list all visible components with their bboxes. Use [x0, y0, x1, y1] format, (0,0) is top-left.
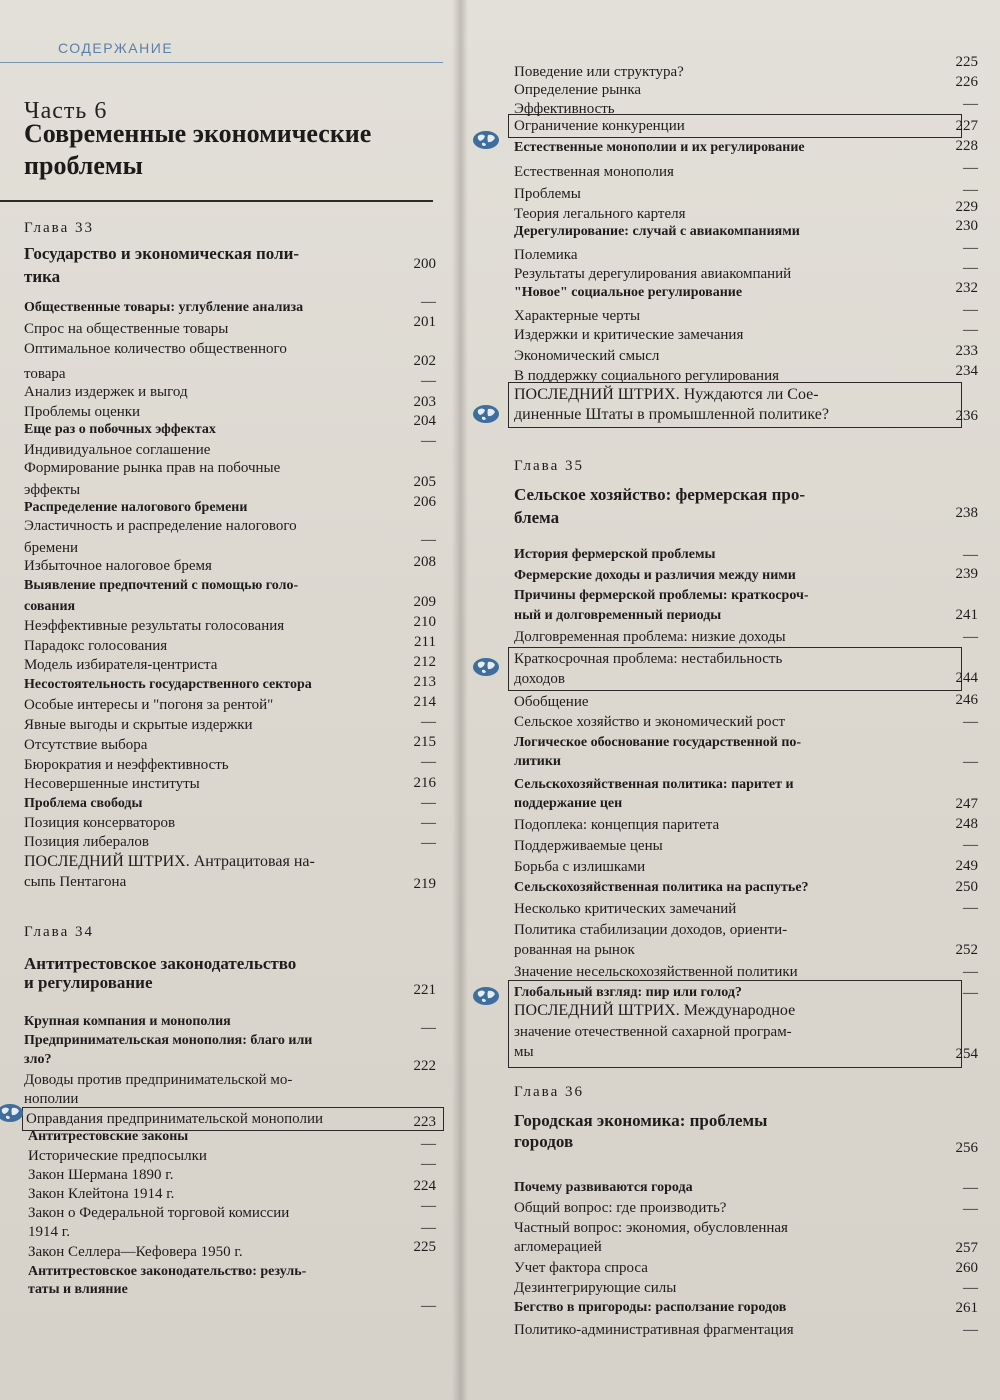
globe-icon — [472, 130, 500, 150]
toc-entry: Избыточное налоговое бремя — [24, 558, 212, 574]
toc-entry: Крупная компания и монополия — [24, 1014, 231, 1029]
toc-entry-boxed: Ограничение конкуренции — [514, 118, 685, 134]
toc-entry: Издержки и критические замечания — [514, 327, 744, 343]
toc-entry-cont: значение отечественной сахарной програм- — [514, 1024, 792, 1040]
toc-entry-cont: литики — [514, 754, 561, 769]
toc-page: 212 — [413, 654, 436, 670]
toc-page: 254 — [955, 1046, 978, 1062]
toc-page: 239 — [955, 566, 978, 582]
globe-icon — [472, 657, 500, 677]
toc-entry: Модель избирателя-центриста — [24, 657, 218, 673]
toc-entry-cont: бремени — [24, 540, 78, 556]
toc-page: 224 — [413, 1178, 436, 1194]
toc-page: — — [421, 795, 436, 811]
globe-icon — [0, 1103, 24, 1123]
toc-page: — — [963, 1201, 978, 1217]
toc-entry: Поддерживаемые цены — [514, 838, 663, 854]
toc-page: 233 — [955, 343, 978, 359]
chapter-34-title-line2: и регулирование — [24, 973, 153, 992]
toc-entry-cont: диненные Штаты в промышленной политике? — [514, 406, 829, 423]
toc-entry-boxed: Краткосрочная проблема: нестабильность — [514, 651, 783, 667]
chapter-36-title-line2: городов — [514, 1132, 574, 1151]
contents-running-head: СОДЕРЖАНИЕ — [58, 40, 174, 56]
toc-page: 226 — [955, 74, 978, 90]
toc-page: 202 — [413, 353, 436, 369]
toc-entry: Политико-административная фрагментация — [514, 1322, 794, 1338]
toc-entry: Спрос на общественные товары — [24, 321, 229, 337]
toc-page: 249 — [955, 858, 978, 874]
toc-entry: Исторические предпосылки — [28, 1148, 207, 1164]
toc-entry: Определение рынка — [514, 82, 642, 98]
toc-page: — — [963, 837, 978, 853]
toc-entry: Причины фермерской проблемы: краткосроч- — [514, 588, 809, 603]
toc-page: 211 — [414, 634, 436, 650]
chapter-36-label: Глава 36 — [514, 1084, 584, 1100]
toc-page: — — [963, 1322, 978, 1338]
toc-page: 244 — [955, 670, 978, 686]
toc-entry: Общественные товары: углубление анализа — [24, 300, 304, 315]
toc-entry: Бегство в пригороды: расползание городов — [514, 1300, 787, 1315]
toc-page: 215 — [413, 734, 436, 750]
toc-page: 252 — [955, 942, 978, 958]
toc-page: — — [421, 754, 436, 770]
toc-page: — — [963, 985, 978, 1001]
toc-page: 250 — [955, 879, 978, 895]
toc-entry-last-stroke: ПОСЛЕДНИЙ ШТРИХ. Антрацитовая на- — [24, 853, 315, 870]
toc-entry: Значение несельскохозяйственной политики — [514, 964, 798, 980]
toc-page: — — [963, 160, 978, 176]
toc-entry: Несколько критических замечаний — [514, 901, 737, 917]
toc-entry: Неэффективные результаты голосования — [24, 618, 285, 634]
chapter-35-title-line2: блема — [514, 508, 560, 527]
toc-entry: Подоплека: концепция паритета — [514, 817, 720, 833]
toc-page: 206 — [413, 494, 436, 510]
toc-entry: Общий вопрос: где производить? — [514, 1200, 727, 1216]
toc-entry: Антитрестовские законы — [28, 1129, 189, 1144]
toc-page: 234 — [955, 363, 978, 379]
part-title-line1: Современные экономические — [24, 119, 372, 148]
toc-page: 213 — [413, 674, 436, 690]
toc-page: — — [963, 322, 978, 338]
toc-entry: Предпринимательская монополия: благо или — [24, 1033, 313, 1048]
toc-entry: Распределение налогового бремени — [24, 500, 248, 515]
toc-page: — — [963, 629, 978, 645]
toc-entry: Индивидуальное соглашение — [24, 442, 211, 458]
toc-entry-cont: таты и влияние — [28, 1282, 128, 1297]
toc-entry-cont: мы — [514, 1044, 534, 1060]
right-page — [470, 0, 1000, 1400]
toc-page: 247 — [955, 796, 978, 812]
toc-entry-cont: ный и долговременный периоды — [514, 608, 722, 623]
chapter-33-title-line2: тика — [24, 267, 61, 286]
chapter-35-title-line1: Сельское хозяйство: фермерская про- — [514, 485, 806, 504]
toc-entry: Парадокс голосования — [24, 638, 168, 654]
toc-page: — — [421, 714, 436, 730]
toc-page: — — [421, 433, 436, 449]
chapter-36-page: 256 — [955, 1140, 978, 1156]
toc-page: 216 — [413, 775, 436, 791]
toc-entry: Позиция консерваторов — [24, 815, 176, 831]
toc-entry: Отсутствие выбора — [24, 737, 148, 753]
toc-page: 208 — [413, 554, 436, 570]
toc-entry: Оптимальное количество общественного — [24, 341, 287, 357]
toc-entry: Позиция либералов — [24, 834, 149, 850]
toc-page: — — [963, 714, 978, 730]
toc-page: 203 — [413, 394, 436, 410]
toc-page: 214 — [413, 694, 436, 710]
toc-page: 223 — [413, 1114, 436, 1130]
toc-entry: Проблемы — [514, 186, 581, 202]
toc-page: — — [963, 1180, 978, 1196]
toc-page: 209 — [413, 594, 436, 610]
toc-entry: Доводы против предпринимательской мо- — [24, 1072, 293, 1088]
toc-entry: Проблема свободы — [24, 796, 143, 811]
toc-entry: Еще раз о побочных эффектах — [24, 422, 216, 437]
toc-entry: Долговременная проблема: низкие доходы — [514, 629, 786, 645]
toc-entry: Логическое обоснование государственной по- — [514, 735, 802, 750]
toc-entry: Естественная монополия — [514, 164, 674, 180]
toc-page: — — [963, 182, 978, 198]
toc-entry-cont: доходов — [514, 671, 565, 687]
chapter-34-title-line1: Антитрестовское законодательство — [24, 954, 297, 973]
toc-entry-cont: товара — [24, 366, 66, 382]
toc-page: 219 — [413, 876, 436, 892]
toc-entry: Проблемы оценки — [24, 404, 141, 420]
toc-page: — — [421, 294, 436, 310]
toc-entry-boxed: Оправдания предпринимательской монополии — [26, 1111, 323, 1127]
toc-page: — — [963, 96, 978, 112]
toc-entry: Закон Селлера—Кефовера 1950 г. — [28, 1244, 243, 1260]
toc-entry: Формирование рынка прав на побочные — [24, 460, 281, 476]
globe-icon — [472, 986, 500, 1006]
toc-page: 225 — [413, 1239, 436, 1255]
toc-page: 228 — [955, 138, 978, 154]
toc-page: — — [963, 260, 978, 276]
toc-page: 241 — [955, 607, 978, 623]
toc-entry-cont: поддержание цен — [514, 796, 623, 811]
toc-page: — — [963, 754, 978, 770]
toc-entry: Закон Шермана 1890 г. — [28, 1167, 174, 1183]
toc-entry: Закон Клейтона 1914 г. — [28, 1186, 175, 1202]
left-page — [0, 0, 445, 1400]
toc-entry-cont: агломерацией — [514, 1239, 602, 1255]
toc-entry: Выявление предпочтений с помощью голо- — [24, 578, 299, 593]
toc-page: — — [421, 815, 436, 831]
toc-page: — — [421, 1136, 436, 1152]
chapter-35-label: Глава 35 — [514, 458, 584, 474]
toc-page: 260 — [955, 1260, 978, 1276]
toc-entry: Эластичность и распределение налогового — [24, 518, 297, 534]
toc-entry: Борьба с излишками — [514, 859, 646, 875]
toc-entry: Закон о Федеральной торговой комиссии — [28, 1205, 290, 1221]
toc-page: — — [963, 900, 978, 916]
toc-page: — — [421, 1298, 436, 1314]
toc-page: 236 — [955, 408, 978, 424]
toc-entry-cont: зло? — [24, 1052, 52, 1067]
toc-page: 248 — [955, 816, 978, 832]
toc-page: — — [421, 1220, 436, 1236]
toc-entry: Результаты дерегулирования авиакомпаний — [514, 266, 792, 282]
toc-page: — — [421, 1020, 436, 1036]
toc-entry: Поведение или структура? — [514, 64, 684, 80]
toc-entry-cont: рованная на рынок — [514, 942, 635, 958]
toc-entry: Антитрестовское законодательство: резуль- — [28, 1264, 307, 1279]
part-title — [24, 118, 434, 182]
toc-entry: Характерные черты — [514, 308, 641, 324]
toc-page: — — [963, 964, 978, 980]
book-fold-shadow — [452, 0, 468, 1400]
toc-page: — — [963, 240, 978, 256]
toc-entry: Теория легального картеля — [514, 206, 686, 222]
toc-page: — — [421, 1156, 436, 1172]
toc-entry-cont: сования — [24, 599, 76, 614]
toc-entry: Сельскохозяйственная политика на распутье? — [514, 880, 809, 895]
toc-entry: Полемика — [514, 247, 578, 263]
toc-entry: Эффективность — [514, 101, 615, 117]
toc-entry: Обобщение — [514, 694, 589, 710]
chapter-36-title-line1: Городская экономика: проблемы — [514, 1111, 768, 1130]
toc-entry-cont: эффекты — [24, 482, 81, 498]
toc-page: 205 — [413, 474, 436, 490]
toc-page: 222 — [413, 1058, 436, 1074]
toc-entry-cont: 1914 г. — [28, 1224, 70, 1240]
toc-entry: Глобальный взгляд: пир или голод? — [514, 985, 742, 1000]
toc-entry: Сельское хозяйство и экономический рост — [514, 714, 786, 730]
toc-entry: Частный вопрос: экономия, обусловленная — [514, 1220, 788, 1236]
toc-entry: Фермерские доходы и различия между ними — [514, 568, 796, 583]
part-title-line2: проблемы — [24, 151, 143, 180]
toc-page: — — [963, 547, 978, 563]
toc-entry: В поддержку социального регулирования — [514, 368, 780, 384]
toc-page: 210 — [413, 614, 436, 630]
toc-page: 229 — [955, 199, 978, 215]
toc-page: 225 — [955, 54, 978, 70]
toc-page: 227 — [955, 118, 978, 134]
toc-entry: Экономический смысл — [514, 348, 660, 364]
toc-page: — — [963, 302, 978, 318]
toc-entry: Бюрократия и неэффективность — [24, 757, 229, 773]
toc-entry: Несостоятельность государственного сектора — [24, 677, 312, 692]
chapter-33-title-line1: Государство и экономическая поли- — [24, 244, 300, 263]
toc-page: 232 — [955, 280, 978, 296]
toc-entry-last-stroke: ПОСЛЕДНИЙ ШТРИХ. Нуждаются ли Сое- — [514, 386, 819, 403]
chapter-35-page: 238 — [955, 505, 978, 521]
toc-page: 204 — [413, 413, 436, 429]
toc-entry: Явные выгоды и скрытые издержки — [24, 717, 253, 733]
toc-page: 246 — [955, 692, 978, 708]
chapter-34-page: 221 — [413, 982, 436, 998]
chapter-33-label: Глава 33 — [24, 220, 94, 236]
toc-page: 230 — [955, 218, 978, 234]
toc-page: 261 — [955, 1300, 978, 1316]
toc-page: — — [421, 532, 436, 548]
toc-page: 201 — [413, 314, 436, 330]
toc-entry: Почему развиваются города — [514, 1180, 693, 1195]
toc-entry: Учет фактора спроса — [514, 1260, 648, 1276]
toc-entry-last-stroke: ПОСЛЕДНИЙ ШТРИХ. Международное — [514, 1002, 796, 1019]
toc-entry: Особые интересы и "погоня за рентой" — [24, 697, 274, 713]
toc-page: — — [421, 835, 436, 851]
toc-entry: Анализ издержек и выгод — [24, 384, 188, 400]
toc-entry: Политика стабилизации доходов, ориенти- — [514, 922, 788, 938]
part-label: Часть 6 — [24, 98, 108, 124]
chapter-34-label: Глава 34 — [24, 924, 94, 940]
toc-page: 257 — [955, 1240, 978, 1256]
toc-page: — — [421, 373, 436, 389]
toc-entry: Несовершенные институты — [24, 776, 200, 792]
toc-entry: Дерегулирование: случай с авиакомпаниями — [514, 224, 800, 239]
chapter-33-page: 200 — [413, 256, 436, 272]
toc-entry-cont: нополии — [24, 1091, 79, 1107]
toc-entry: Дезинтегрирующие силы — [514, 1280, 677, 1296]
toc-entry-cont: сыпь Пентагона — [24, 874, 127, 890]
toc-entry: Сельскохозяйственная политика: паритет и — [514, 777, 794, 792]
part-rule — [0, 200, 433, 202]
toc-entry: История фермерской проблемы — [514, 547, 716, 562]
toc-entry: "Новое" социальное регулирование — [514, 285, 743, 300]
header-rule — [0, 62, 443, 63]
toc-page: — — [421, 1198, 436, 1214]
toc-page: — — [963, 1280, 978, 1296]
globe-icon — [472, 404, 500, 424]
toc-entry: Естественные монополии и их регулирование — [514, 140, 805, 155]
